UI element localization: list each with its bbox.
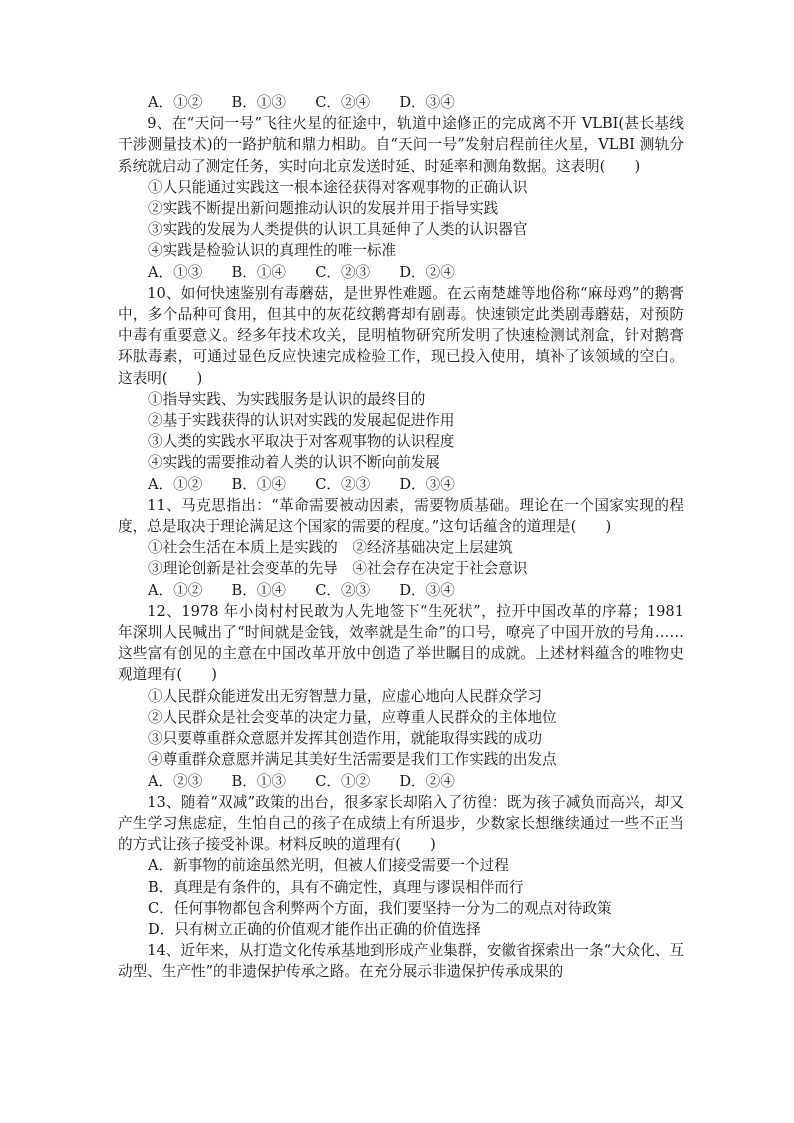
option-line: ④实践是检验认识的真理性的唯一标准	[148, 242, 397, 260]
answer-choices: A．②③ B．①③ C．①② D．②④	[148, 772, 455, 790]
answer-choices: A．①③ B．①④ C．②③ D．②④	[148, 263, 455, 281]
option-line: ③实践的发展为人类提供的认识工具延伸了人类的认识器官	[148, 221, 528, 239]
option-line: ②实践不断提出新问题推动认识的发展并用于指导实践	[148, 200, 499, 218]
option-line: D．只有树立正确的价值观才能作出正确的价值选择	[148, 920, 481, 938]
answer-choices: A．①② B．①④ C．②③ D．③④	[148, 475, 455, 493]
option-line: ①指导实践、为实践服务是认识的最终目的	[148, 390, 426, 408]
option-line: ④尊重群众意愿并满足其美好生活需要是我们工作实践的出发点	[148, 751, 557, 769]
question-stem: 9、在“天问一号”飞往火星的征途中，轨道中途修正的完成离不开 VLBI(甚长基线干涉测量技术)的一路护航和鼎力相助。自“天问一号”发射启程前往火星，VLBI 测轨分系统就启动了测定任务，实时向北京发送时延、时延率和测角数据。这表明( )	[118, 115, 684, 175]
option-line: ①人只能通过实践这一根本途径获得对客观事物的正确认识	[148, 178, 528, 196]
option-line: ①社会生活在本质上是实践的 ②经济基础决定上层建筑	[148, 539, 513, 557]
option-line: ②基于实践获得的认识对实践的发展起促进作用	[148, 412, 455, 430]
option-line: A．新事物的前途虽然光明，但被人们接受需要一个过程	[148, 857, 509, 875]
option-line: C．任何事物都包含利弊两个方面，我们要坚持一分为二的观点对待政策	[148, 899, 612, 917]
answer-choices: A．①② B．①③ C．②④ D．③④	[148, 94, 455, 111]
question-stem: 10、如何快速鉴别有毒蘑菇，是世界性难题。在云南楚雄等地俗称“麻母鸡”的鹅膏中，多个品种可食用，但其中的灰花纹鹅膏却有剧毒。快速锁定此类剧毒蘑菇，对预防中毒有重要意义。经多年技术攻关，昆明植物研究所发明了快速检测试剂盒，针对鹅膏环肽毒素，可通过显色反应快速完成检验工作，现已投入使用，填补了该领域的空白。这表明( )	[118, 284, 684, 387]
question-stem: 11、马克思指出：“革命需要被动因素，需要物质基础。理论在一个国家实现的程度，总是取决于理论满足这个国家的需要的程度。”这句话蕴含的道理是( )	[118, 496, 684, 536]
exam-page	[118, 92, 684, 983]
question-stem: 14、近年来，从打造文化传承基地到形成产业集群，安徽省探索出一条“大众化、互动型、生产性”的非遗保护传承之路。在充分展示非遗保护传承成果的	[118, 942, 685, 981]
option-line: B．真理是有条件的，具有不确定性，真理与谬误相伴而行	[148, 878, 524, 896]
option-line: ①人民群众能迸发出无穷智慧力量，应虚心地向人民群众学习	[148, 687, 543, 705]
option-line: ③只要尊重群众意愿并发挥其创造作用，就能取得实践的成功	[148, 730, 543, 748]
answer-choices: A．①② B．①④ C．②③ D．③④	[148, 581, 455, 599]
option-line: ③理论创新是社会变革的先导 ④社会存在决定于社会意识	[148, 560, 528, 578]
question-stem: 12、1978 年小岗村村民敢为人先地签下“生死状”，拉开中国改革的序幕；1981 年深圳人民喊出了“时间就是金钱，效率就是生命”的口号，嘹亮了中国开放的号角……这些富有创见的主意在中国改革开放中创造了举世瞩目的成就。上述材料蕴含的唯物史观道理有( )	[118, 602, 684, 684]
question-stem: 13、随着“双减”政策的出台，很多家长却陷入了彷徨：既为孩子减负而高兴，却又产生学习焦虑症，生怕自己的孩子在成绩上有所退步，少数家长想继续通过一些不正当的方式让孩子接受补课。材料反映的道理有( )	[118, 793, 684, 854]
option-line: ②人民群众是社会变革的决定力量，应尊重人民群众的主体地位	[148, 708, 557, 726]
option-line: ③人类的实践水平取决于对客观事物的认识程度	[148, 433, 455, 451]
option-line: ④实践的需要推动着人类的认识不断向前发展	[148, 454, 440, 472]
